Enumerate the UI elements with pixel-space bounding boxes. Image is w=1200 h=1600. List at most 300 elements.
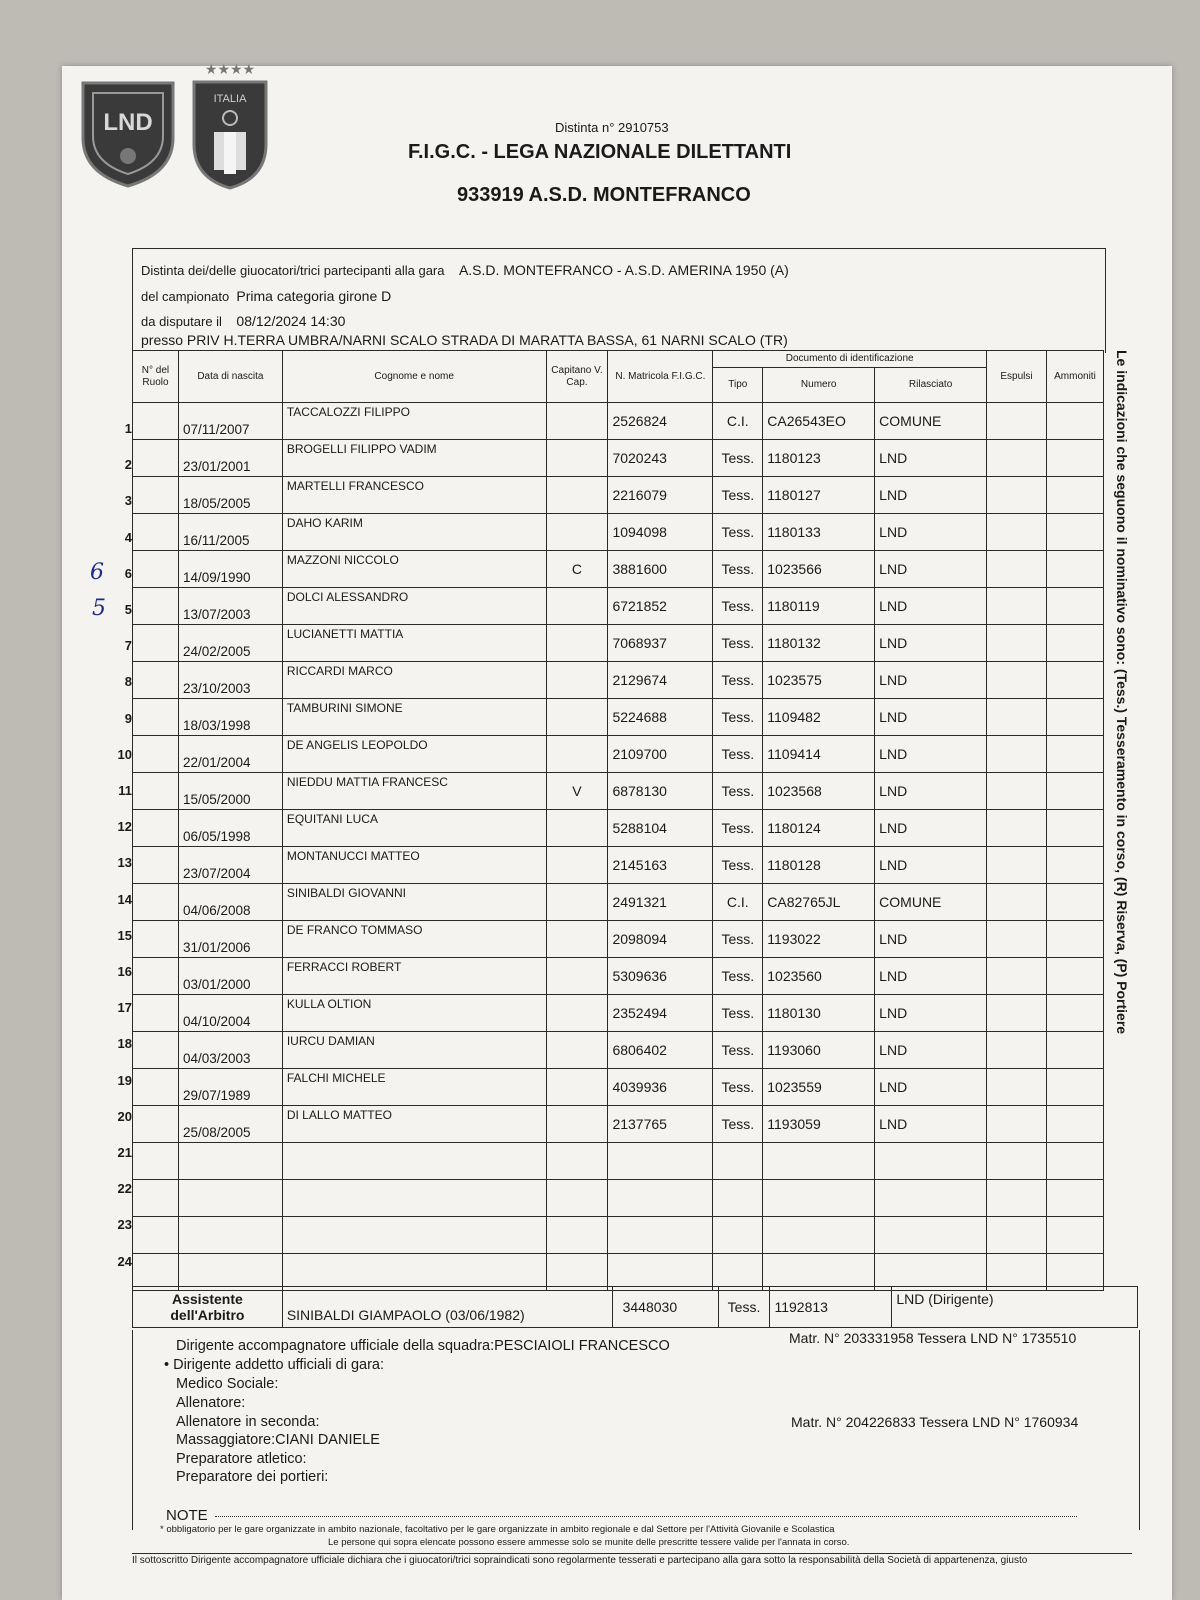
cell-ruolo [133,514,179,551]
cell-espulsi [987,995,1047,1032]
cell-issued-by: LND [875,995,987,1032]
cell-name: DOLCI ALESSANDRO [282,588,546,625]
cell-matricola: 2137765 [608,1106,713,1143]
cell-captain [546,884,608,921]
cell-doc-type: Tess. [713,551,763,588]
cell-ruolo [133,773,179,810]
cell-issued-by: LND [875,847,987,884]
footer-line3: Il sottoscritto Dirigente accompagnatore ufficiale dichiara che i giuocatori/trici sopraindicati sono regolarmente tesserati e partecipano alla gara sotto la responsabilità della Società di appartenenza, giusto [132,1553,1132,1566]
footer-line1: * obbligatorio per le gare organizzate in ambito nazionale, facoltativo per le gare organizzate in ambito regionale e dal Settore per l'Attività Giovanile e Scolastica [160,1524,835,1535]
header-row-top [133,351,1104,368]
cell-issued-by: LND [875,810,987,847]
cell-ruolo [133,1069,179,1106]
cell-captain [546,588,608,625]
row-number: 7 [124,638,132,654]
cell-ammoniti [1046,736,1103,773]
assistant-label: Assistente dell'Arbitro [133,1287,283,1328]
cell-ammoniti [1046,551,1103,588]
cell-ruolo [133,588,179,625]
cell-doc-type: Tess. [713,1032,763,1069]
cell-matricola: 6806402 [608,1032,713,1069]
cell-espulsi [987,884,1047,921]
cell-name: EQUITANI LUCA [282,810,546,847]
cell-espulsi [987,662,1047,699]
assistant-rilasciato: LND (Dirigente) [892,1287,1138,1328]
cell-ruolo [133,699,179,736]
cell-espulsi [987,699,1047,736]
row-number: 21 [117,1145,132,1160]
cell-name: BROGELLI FILIPPO VADIM [282,440,546,477]
cell-date: 18/05/2005 [178,477,282,514]
row-number: 22 [117,1181,132,1197]
cell-ruolo [133,1180,179,1217]
cell-doc-number: 1023560 [763,958,875,995]
note-label: NOTE [166,1507,208,1524]
col-matricola: N. Matricola F.I.G.C. [608,351,713,403]
cell-captain [546,625,608,662]
cell-ruolo [133,921,179,958]
cell-issued-by: LND [875,736,987,773]
cell-doc-number: 1180130 [763,995,875,1032]
col-numero: Numero [763,368,875,403]
cell-issued-by: LND [875,773,987,810]
cell-matricola: 2216079 [608,477,713,514]
player-row [133,1143,1104,1180]
cell-name: MAZZONI NICCOLO [282,551,546,588]
cell-doc-number: 1023566 [763,551,875,588]
cell-ammoniti [1046,1180,1103,1217]
row-number: 1 [124,421,132,436]
cell-captain: V [546,773,608,810]
cell-name [282,1217,546,1254]
col-rilasciato: Rilasciato [875,368,987,403]
col-capitano: Capitano V. Cap. [546,351,608,403]
cell-matricola: 1094098 [608,514,713,551]
cell-captain [546,995,608,1032]
col-nascita: Data di nascita [178,351,282,403]
assistant-doc: 1192813 [770,1287,892,1328]
staff-atletico: Preparatore atletico: [176,1451,307,1467]
cell-issued-by: COMUNE [875,403,987,440]
cell-captain [546,958,608,995]
cell-captain [546,1254,608,1291]
cell-doc-type: Tess. [713,736,763,773]
staff-addetto: • Dirigente addetto ufficiali di gara: [164,1357,385,1373]
col-documento: Documento di identificazione [713,351,987,368]
row-number: 24 [117,1253,132,1269]
assistant-matricola: 3448030 [612,1287,718,1328]
cell-ammoniti [1046,1217,1103,1254]
cell-matricola: 3881600 [608,551,713,588]
cell-name: LUCIANETTI MATTIA [282,625,546,662]
staff-massaggiatore: Massaggiatore:CIANI DANIELE [176,1432,380,1448]
match-venue: presso PRIV H.TERRA UMBRA/NARNI SCALO STRADA DI MARATTA BASSA, 61 NARNI SCALO (TR) [141,332,788,348]
cell-doc-type: C.I. [713,403,763,440]
cell-ammoniti [1046,995,1103,1032]
side-note: Le indicazioni che seguono il nominativo sono: (Tess.) Tesseramento in corso, (R) Riserva, (P) Portiere [1114,350,1130,1035]
cell-doc-number [763,1254,875,1291]
cell-matricola: 2526824 [608,403,713,440]
cell-doc-number: 1180124 [763,810,875,847]
match-championship: del campionato Prima categoria girone D [141,288,392,304]
cell-captain [546,810,608,847]
row-number: 18 [117,1036,132,1052]
cell-doc-type: Tess. [713,921,763,958]
cell-date [178,1254,282,1291]
cell-espulsi [987,1217,1047,1254]
cell-espulsi [987,551,1047,588]
cell-ruolo [133,736,179,773]
cell-espulsi [987,921,1047,958]
cell-ammoniti [1046,440,1103,477]
cell-matricola: 6878130 [608,773,713,810]
cell-captain [546,921,608,958]
cell-matricola: 5224688 [608,699,713,736]
players-table [132,350,1104,1291]
cell-doc-number: CA26543EO [763,403,875,440]
cell-ammoniti [1046,1032,1103,1069]
player-row [133,1180,1104,1217]
staff-allenatore2: Allenatore in seconda: [176,1414,320,1430]
cell-espulsi [987,1032,1047,1069]
cell-matricola: 5288104 [608,810,713,847]
player-row [133,699,1104,736]
cell-ammoniti [1046,884,1103,921]
cell-doc-number: 1193059 [763,1106,875,1143]
cell-captain [546,1180,608,1217]
cell-date: 23/07/2004 [178,847,282,884]
cell-issued-by: LND [875,1069,987,1106]
cell-name: DE ANGELIS LEOPOLDO [282,736,546,773]
cell-captain [546,403,608,440]
cell-doc-number: 1109414 [763,736,875,773]
cell-captain [546,847,608,884]
cell-issued-by: LND [875,1032,987,1069]
cell-espulsi [987,1069,1047,1106]
cell-matricola: 2352494 [608,995,713,1032]
cell-date: 23/01/2001 [178,440,282,477]
cell-doc-number [763,1143,875,1180]
cell-espulsi [987,736,1047,773]
note-line [215,1516,1077,1517]
player-row [133,921,1104,958]
cell-doc-type: Tess. [713,1106,763,1143]
cell-issued-by: LND [875,699,987,736]
cell-ruolo [133,551,179,588]
handwritten-mark-row6: 5 [92,596,106,621]
cell-date: 22/01/2004 [178,736,282,773]
row-number: 13 [117,855,132,871]
federation-title: F.I.G.C. - LEGA NAZIONALE DILETTANTI [408,141,792,163]
cell-doc-type: Tess. [713,440,763,477]
cell-ruolo [133,884,179,921]
cell-date: 03/01/2000 [178,958,282,995]
cell-name: DE FRANCO TOMMASO [282,921,546,958]
cell-name: SINIBALDI GIOVANNI [282,884,546,921]
player-row [133,514,1104,551]
cell-ruolo [133,810,179,847]
cell-ruolo [133,1143,179,1180]
cell-matricola [608,1143,713,1180]
italia-logo [190,60,270,190]
cell-doc-number: 1180119 [763,588,875,625]
col-ruolo: N° del Ruolo [133,351,179,403]
player-row [133,625,1104,662]
cell-name: KULLA OLTION [282,995,546,1032]
player-row [133,440,1104,477]
cell-issued-by: LND [875,477,987,514]
cell-issued-by: LND [875,625,987,662]
row-number: 12 [117,819,132,835]
cell-ammoniti [1046,403,1103,440]
player-row [133,736,1104,773]
handwritten-mark-row5: 6 [90,560,104,585]
player-row [133,551,1104,588]
row-number: 2 [124,457,132,473]
cell-date: 04/10/2004 [178,995,282,1032]
cell-ammoniti [1046,1106,1103,1143]
cell-captain [546,1106,608,1143]
cell-doc-type: Tess. [713,1069,763,1106]
cell-issued-by: LND [875,662,987,699]
cell-date: 14/09/1990 [178,551,282,588]
row-number: 6 [124,565,132,581]
assistant-tipo: Tess. [718,1287,770,1328]
row-number: 4 [124,529,132,545]
cell-matricola: 2109700 [608,736,713,773]
row-number: 10 [117,746,132,762]
cell-ammoniti [1046,1069,1103,1106]
cell-matricola: 6721852 [608,588,713,625]
cell-doc-type: Tess. [713,699,763,736]
cell-doc-number [763,1217,875,1254]
cell-doc-number: 1023559 [763,1069,875,1106]
cell-ruolo [133,440,179,477]
cell-doc-number: 1109482 [763,699,875,736]
cell-name: MONTANUCCI MATTEO [282,847,546,884]
col-espulsi: Espulsi [987,351,1047,403]
cell-name: TAMBURINI SIMONE [282,699,546,736]
cell-ruolo [133,625,179,662]
cell-espulsi [987,1106,1047,1143]
cell-captain: C [546,551,608,588]
cell-espulsi [987,1254,1047,1291]
staff-dirigente-matr: Matr. N° 203331958 Tessera LND N° 1735510 [789,1330,1077,1346]
cell-matricola: 2098094 [608,921,713,958]
cell-doc-type [713,1180,763,1217]
cell-ammoniti [1046,625,1103,662]
row-number: 5 [124,602,132,617]
cell-doc-type: Tess. [713,588,763,625]
player-row [133,1217,1104,1254]
cell-espulsi [987,588,1047,625]
row-number: 8 [124,674,132,690]
cell-name: FALCHI MICHELE [282,1069,546,1106]
cell-captain [546,1143,608,1180]
cell-espulsi [987,1180,1047,1217]
player-row [133,1106,1104,1143]
cell-ruolo [133,403,179,440]
cell-ammoniti [1046,514,1103,551]
cell-issued-by: LND [875,921,987,958]
assistant-row [133,1287,1138,1328]
cell-doc-number: 1023568 [763,773,875,810]
cell-matricola: 7020243 [608,440,713,477]
cell-espulsi [987,625,1047,662]
cell-name: NIEDDU MATTIA FRANCESC [282,773,546,810]
cell-doc-type: Tess. [713,477,763,514]
cell-captain [546,440,608,477]
cell-date: 13/07/2003 [178,588,282,625]
cell-date: 04/06/2008 [178,884,282,921]
cell-doc-number: CA82765JL [763,884,875,921]
cell-doc-type: Tess. [713,625,763,662]
player-row [133,958,1104,995]
cell-ammoniti [1046,477,1103,514]
lnd-logo-text: LND [103,109,153,136]
cell-espulsi [987,847,1047,884]
cell-captain [546,477,608,514]
row-number: 16 [117,964,132,979]
cell-name: MARTELLI FRANCESCO [282,477,546,514]
cell-issued-by: LND [875,1106,987,1143]
player-row [133,810,1104,847]
cell-date: 16/11/2005 [178,514,282,551]
cell-matricola [608,1217,713,1254]
staff-medico: Medico Sociale: [176,1376,279,1392]
cell-doc-type [713,1217,763,1254]
cell-doc-type: Tess. [713,514,763,551]
cell-matricola: 2129674 [608,662,713,699]
cell-ruolo [133,1106,179,1143]
cell-issued-by: LND [875,551,987,588]
col-tipo: Tipo [713,368,763,403]
cell-espulsi [987,477,1047,514]
row-number: 23 [117,1217,132,1233]
cell-ruolo [133,477,179,514]
cell-doc-type: Tess. [713,810,763,847]
footer-line2: Le persone qui sopra elencate possono essere ammesse solo se munite delle prescritte tessere valide per l'annata in corso. [328,1537,850,1548]
cell-ruolo [133,958,179,995]
cell-issued-by: LND [875,440,987,477]
cell-issued-by: LND [875,588,987,625]
cell-matricola: 7068937 [608,625,713,662]
assistant-table [132,1286,1138,1328]
cell-doc-type: Tess. [713,958,763,995]
cell-matricola: 5309636 [608,958,713,995]
assistant-name: SINIBALDI GIAMPAOLO (03/06/1982) [282,1287,612,1328]
cell-issued-by [875,1143,987,1180]
cell-espulsi [987,514,1047,551]
cell-ruolo [133,662,179,699]
cell-ammoniti [1046,810,1103,847]
cell-doc-type: Tess. [713,773,763,810]
cell-ammoniti [1046,1254,1103,1291]
cell-ammoniti [1046,699,1103,736]
cell-doc-number: 1180123 [763,440,875,477]
distinta-number: Distinta n° 2910753 [555,120,669,135]
cell-captain [546,699,608,736]
cell-doc-type [713,1254,763,1291]
cell-doc-type [713,1143,763,1180]
club-title: 933919 A.S.D. MONTEFRANCO [457,184,751,206]
cell-captain [546,514,608,551]
cell-issued-by: LND [875,958,987,995]
cell-date [178,1180,282,1217]
cell-ruolo [133,995,179,1032]
cell-doc-type: Tess. [713,995,763,1032]
cell-date: 06/05/1998 [178,810,282,847]
cell-name: DAHO KARIM [282,514,546,551]
row-number: 17 [117,1000,132,1016]
cell-name: FERRACCI ROBERT [282,958,546,995]
cell-espulsi [987,773,1047,810]
cell-date: 04/03/2003 [178,1032,282,1069]
match-intro: Distinta dei/delle giuocatori/trici partecipanti alla gara A.S.D. MONTEFRANCO - A.S.D. AMERINA 1950 (A) [141,262,789,278]
cell-doc-number: 1023575 [763,662,875,699]
cell-date [178,1143,282,1180]
cell-captain [546,736,608,773]
row-number: 19 [117,1072,132,1088]
player-row [133,884,1104,921]
cell-name: IURCU DAMIAN [282,1032,546,1069]
player-row [133,1254,1104,1291]
cell-date: 23/10/2003 [178,662,282,699]
cell-doc-number: 1180132 [763,625,875,662]
row-number: 11 [118,783,132,798]
player-row [133,1069,1104,1106]
cell-date: 07/11/2007 [178,403,282,440]
cell-espulsi [987,1143,1047,1180]
cell-ammoniti [1046,662,1103,699]
cell-doc-number: 1180127 [763,477,875,514]
cell-date: 24/02/2005 [178,625,282,662]
player-row [133,662,1104,699]
cell-captain [546,1032,608,1069]
cell-name: TACCALOZZI FILIPPO [282,403,546,440]
italia-logo-text: ITALIA [213,93,247,105]
staff-dirigente: Dirigente accompagnatore ufficiale della squadra:PESCIAIOLI FRANCESCO [176,1338,670,1354]
cell-doc-number: 1193022 [763,921,875,958]
cell-espulsi [987,810,1047,847]
cell-matricola [608,1180,713,1217]
cell-captain [546,1069,608,1106]
staff-massaggiatore-matr: Matr. N° 204226833 Tessera LND N° 1760934 [791,1414,1079,1430]
row-number: 20 [117,1108,132,1124]
match-date: da disputare il 08/12/2024 14:30 [141,313,346,329]
cell-date: 25/08/2005 [178,1106,282,1143]
cell-ammoniti [1046,773,1103,810]
player-row [133,1032,1104,1069]
cell-issued-by [875,1254,987,1291]
cell-matricola: 4039936 [608,1069,713,1106]
staff-allenatore: Allenatore: [176,1395,246,1411]
cell-ruolo [133,847,179,884]
cell-issued-by: LND [875,514,987,551]
cell-ammoniti [1046,958,1103,995]
cell-date: 18/03/1998 [178,699,282,736]
col-ammoniti: Ammoniti [1046,351,1103,403]
cell-issued-by [875,1217,987,1254]
cell-issued-by [875,1180,987,1217]
cell-doc-number: 1180133 [763,514,875,551]
cell-espulsi [987,403,1047,440]
cell-date: 31/01/2006 [178,921,282,958]
svg-text:★★★★: ★★★★ [204,61,256,77]
cell-matricola: 2491321 [608,884,713,921]
match-teams: A.S.D. MONTEFRANCO - A.S.D. AMERINA 1950 (A) [458,262,789,278]
cell-date [178,1217,282,1254]
